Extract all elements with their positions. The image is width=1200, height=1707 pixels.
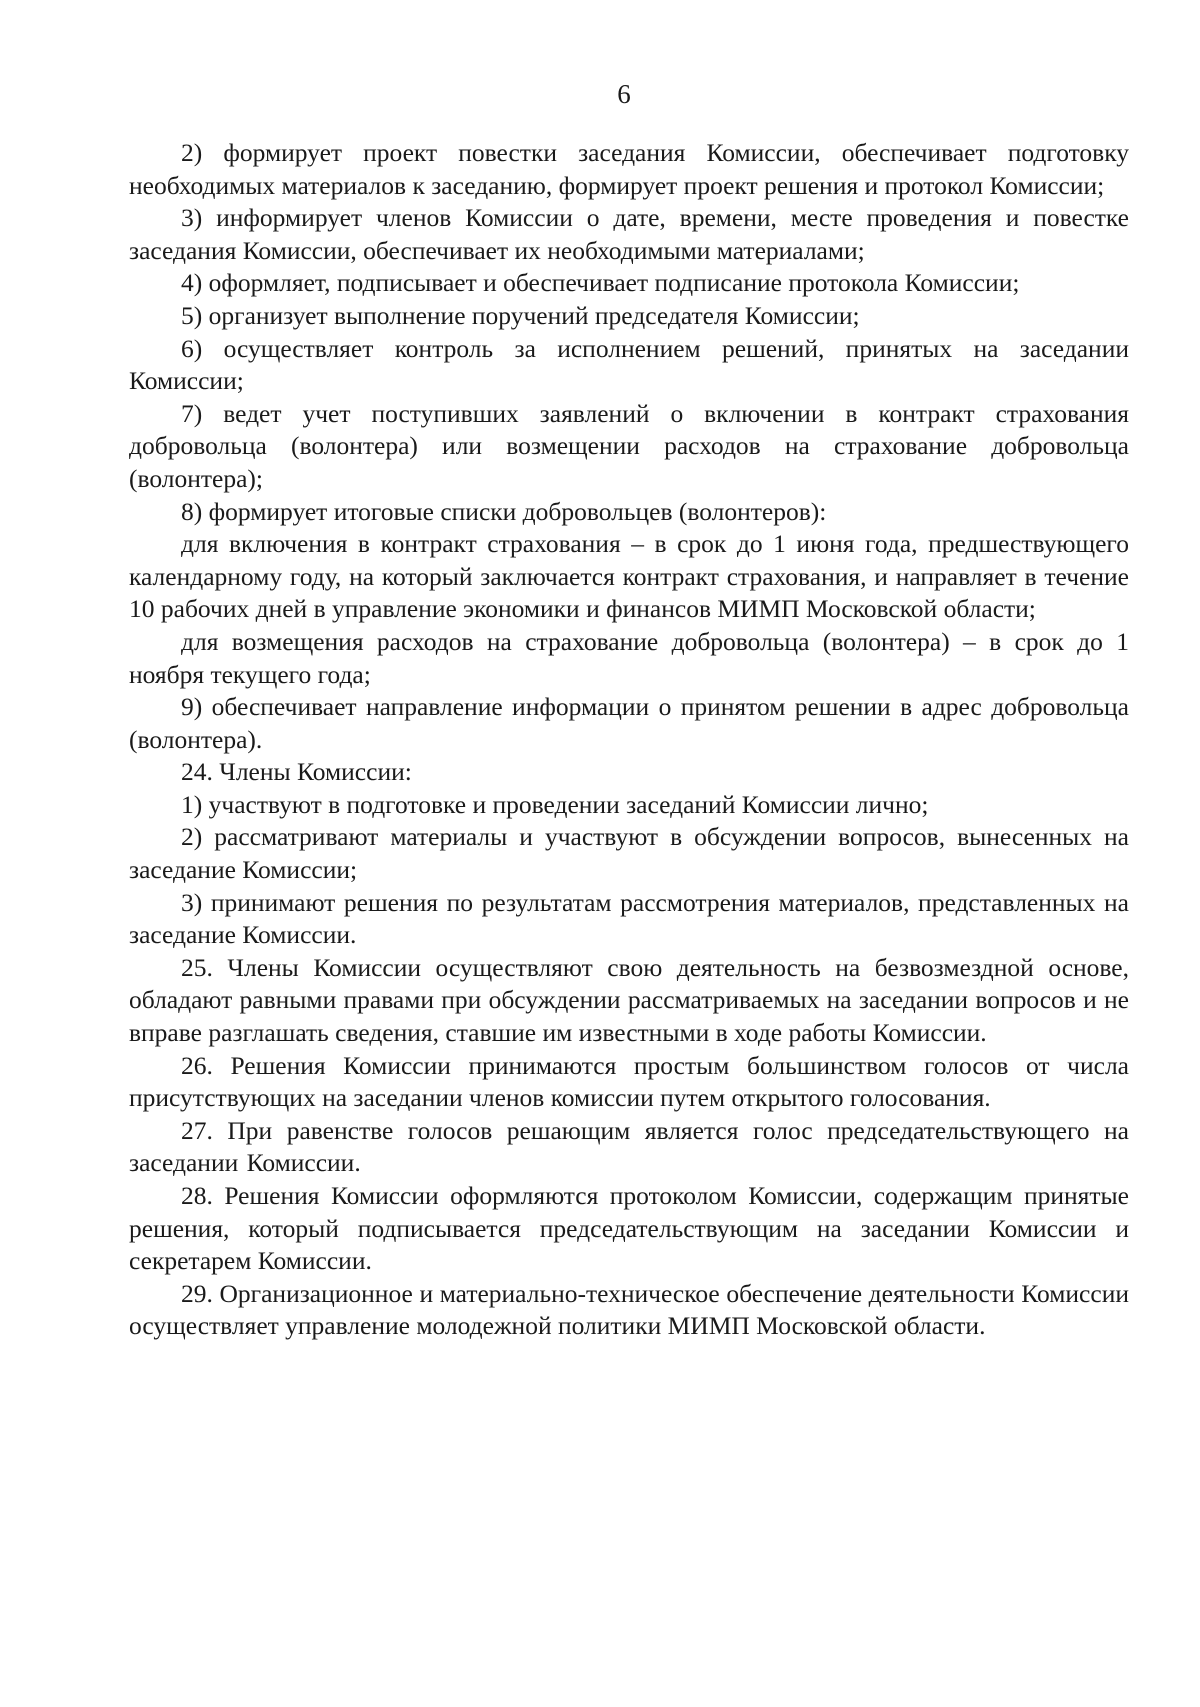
paragraph-item-6: 6) осуществляет контроль за исполнением решений, принятых на заседании Комиссии; [129, 333, 1129, 396]
paragraph-item-8: 8) формирует итоговые списки добровольцев (волонтеров): [181, 496, 827, 526]
paragraph-item-8-reimbursement: для возмещения расходов на страхование добровольца (волонтера) – в срок до 1 ноября текущего года; [129, 626, 1129, 689]
paragraph-item-9: 9) обеспечивает направление информации о принятом решении в адрес добровольца (волонтера). [129, 692, 1129, 754]
paragraph-item-5: 5) организует выполнение поручений председателя Комиссии; [181, 300, 860, 330]
page-number: 6 [617, 79, 631, 109]
paragraph-section-24-item-1: 1) участвуют в подготовке и проведении заседаний Комиссии лично; [181, 789, 929, 819]
paragraph-section-24-item-3: 3) принимают решения по результатам рассмотрения материалов, представленных на заседание Комиссии. [129, 887, 1129, 950]
paragraph-item-3: 3) информирует членов Комиссии о дате, времени, месте проведения и повестке заседания Комиссии, обеспечивает их необходимыми материалами; [129, 203, 1129, 265]
paragraph-item-8-insurance: для включения в контракт страхования – в срок до 1 июня года, предшествующего календарному году, на который заключается контракт страхования, и направляет в течение 10 рабочих дней в управление экономики и финансов МИМП Московской области; [129, 529, 1129, 624]
paragraph-section-26: 26. Решения Комиссии принимаются простым большинством голосов от числа присутствующих на заседании членов комиссии путем открытого голосования. [129, 1050, 1129, 1113]
paragraph-section-28: 28. Решения Комиссии оформляются протоколом Комиссии, содержащим принятые решения, который подписывается председательствующим на заседании Комиссии и секретарем Комиссии. [129, 1181, 1129, 1276]
paragraph-item-4: 4) оформляет, подписывает и обеспечивает подписание протокола Комиссии; [181, 268, 1020, 298]
paragraph-item-2: 2) формирует проект повестки заседания Комиссии, обеспечивает подготовку необходимых материалов к заседанию, формирует проект решения и протокол Комиссии; [129, 138, 1129, 200]
document-body [129, 137, 1129, 1343]
paragraph-section-24-item-2: 2) рассматривают материалы и участвуют в обсуждении вопросов, вынесенных на заседание Комиссии; [129, 822, 1129, 885]
paragraph-section-27: 27. При равенстве голосов решающим является голос председательствующего на заседании Комиссии. [129, 1115, 1129, 1178]
paragraph-item-7: 7) ведет учет поступивших заявлений о включении в контракт страхования добровольца (волонтера) или возмещении расходов на страхование добровольца (волонтера); [129, 398, 1129, 493]
paragraph-section-25: 25. Члены Комиссии осуществляют свою деятельность на безвозмездной основе, обладают равными правами при обсуждении рассматриваемых на заседании вопросов и не вправе разглашать сведения, ставшие им известными в ходе работы Комиссии. [129, 952, 1129, 1048]
paragraph-section-29: 29. Организационное и материально-техническое обеспечение деятельности Комиссии осуществляет управление молодежной политики МИМП Московской области. [129, 1278, 1129, 1341]
paragraph-section-24: 24. Члены Комиссии: [181, 757, 412, 787]
